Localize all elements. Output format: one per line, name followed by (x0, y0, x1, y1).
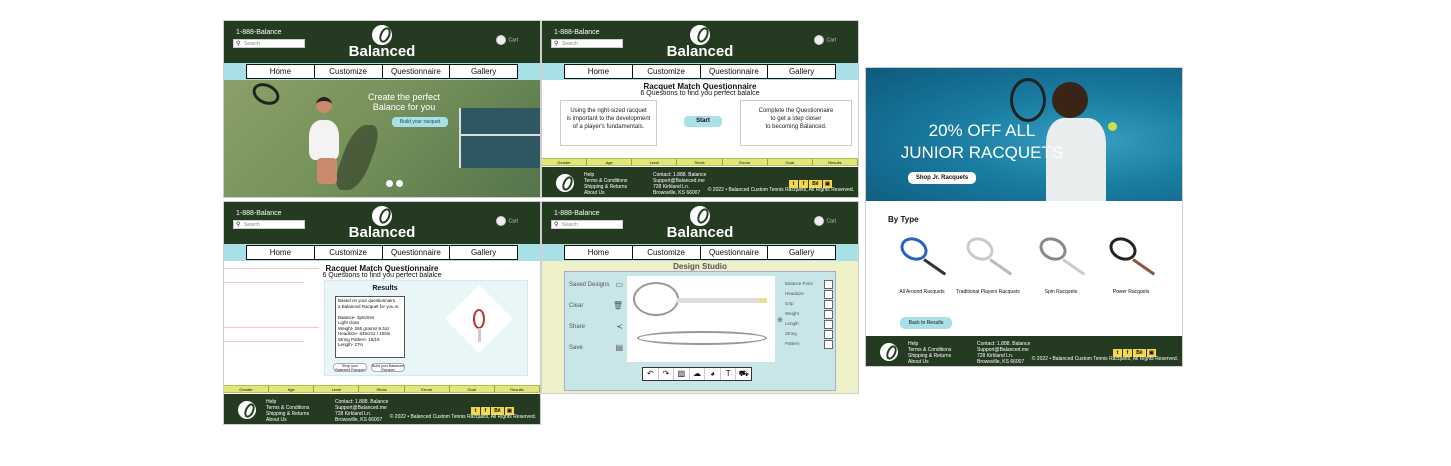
main-nav (224, 63, 540, 80)
questionnaire-results-mockup (223, 201, 541, 425)
step-level[interactable]: Level (632, 159, 677, 165)
footer-link-help[interactable]: Help (584, 172, 595, 178)
nav-home[interactable]: Home (565, 65, 633, 78)
studio-toolbar (642, 367, 752, 381)
footer-links (908, 341, 951, 365)
site-footer (542, 167, 858, 198)
twitter-icon[interactable]: t (471, 407, 480, 415)
step-gender[interactable]: Gender (224, 386, 269, 392)
phone-number: 1-888-Balance (554, 29, 600, 36)
questionnaire-subtitle: 6 Questions to find you perfect balalce (322, 272, 442, 279)
site-header (224, 202, 540, 244)
cart-icon[interactable]: ⛟ (738, 369, 749, 378)
copyright: © 2022 • Balanced Custom Tennis Racquets, All Rights Reserved. (389, 414, 536, 420)
main-nav (224, 244, 540, 261)
site-footer (224, 394, 540, 425)
nav-customize[interactable]: Customize (315, 65, 383, 78)
racquet-type-power[interactable]: Power Racquets (1091, 234, 1171, 295)
questionnaire-title: Racquet Match Questionnaire (643, 82, 757, 91)
site-header (542, 202, 858, 244)
phone-number: 1-888-Balance (554, 210, 600, 217)
sale-headline: 20% OFF ALL JUNIOR RACQUETS (900, 121, 1064, 162)
undo-icon[interactable]: ↶ (643, 368, 659, 380)
shop-by-type-mockup (865, 67, 1183, 367)
folder-icon: ▭ (615, 280, 623, 289)
palette-icon[interactable]: ◕ (705, 368, 721, 380)
studio-frame (564, 271, 836, 391)
questionnaire-start-mockup (541, 20, 859, 198)
text-icon[interactable]: T (721, 368, 737, 380)
carousel-dots[interactable] (386, 174, 406, 192)
studio-tools (569, 280, 623, 364)
search-input[interactable]: ⚲ Search (551, 220, 623, 229)
start-button[interactable]: Start (684, 116, 722, 127)
facebook-icon[interactable]: f (799, 180, 808, 188)
behance-icon[interactable]: Bē (491, 407, 504, 415)
prop-balance-point[interactable]: Balance Point (785, 280, 833, 290)
behance-icon[interactable]: Bē (1133, 349, 1146, 357)
share-button[interactable]: Share ≺ (569, 322, 623, 331)
saved-designs-button[interactable]: Saved Designs ▭ (569, 280, 623, 289)
racquet-preview-side (637, 331, 767, 345)
questionnaire-title: Racquet Match Questionnaire (325, 264, 439, 273)
footer-link-terms[interactable]: Terms & Conditions (266, 405, 310, 411)
nav-home[interactable]: Home (565, 246, 633, 259)
design-studio-mockup (541, 201, 859, 394)
footer-contact: Contact: 1.888. Balance Support@Balanced.me 728 Kirkland Ln. Browsville, KS 66007 (653, 172, 707, 196)
twitter-icon[interactable]: t (789, 180, 798, 188)
cart-button[interactable]: Cart (496, 216, 518, 226)
search-input[interactable]: ⚲ Search (233, 39, 305, 48)
player-image (316, 97, 332, 113)
footer-links (584, 172, 627, 196)
step-goal[interactable]: Goal (768, 159, 813, 165)
behance-icon[interactable]: Bē (809, 180, 822, 188)
search-icon: ⚲ (554, 222, 559, 228)
footer-logo-icon[interactable] (878, 341, 900, 363)
search-input[interactable]: ⚲ Search (233, 220, 305, 229)
nav-customize[interactable]: Customize (633, 65, 701, 78)
prop-pattern[interactable]: Pattern (785, 340, 833, 350)
racquet-type-traditional[interactable]: Traditional Players Racquets (948, 234, 1028, 295)
questionnaire-subtitle: 6 Questions to find you perfect balalce (640, 90, 760, 97)
nav-gallery[interactable]: Gallery (788, 248, 815, 257)
prop-grip[interactable]: Grip (785, 300, 833, 310)
cart-icon (814, 35, 824, 45)
phone-number: 1-888-Balance (236, 29, 282, 36)
brand-name: Balanced (666, 224, 734, 241)
step-errors[interactable]: Errors (405, 386, 450, 392)
nav-questionnaire[interactable]: Questionnaire (701, 65, 769, 78)
nav-home[interactable]: Home (247, 246, 315, 259)
search-icon: ⚲ (236, 222, 241, 228)
trash-icon: 🗑 (612, 301, 623, 310)
nav-questionnaire[interactable]: Questionnaire (383, 65, 451, 78)
step-shots[interactable]: Shots (677, 159, 722, 165)
footer-link-terms[interactable]: Terms & Conditions (908, 347, 952, 353)
save-button[interactable]: Save ▤ (569, 343, 623, 352)
footer-contact: Contact: 1.888. Balance Support@Balanced.me 728 Kirkland Ln. Browsville, KS 66007 (977, 341, 1031, 365)
studio-title: Design Studio (673, 262, 727, 271)
footer-logo-icon[interactable] (554, 172, 576, 194)
footer-link-shipping[interactable]: Shipping & Returns (908, 353, 952, 359)
share-icon: ≺ (616, 322, 623, 331)
nav-customize[interactable]: Customize (315, 246, 383, 259)
footer-link-about[interactable]: About Us (584, 190, 605, 196)
property-checklist (785, 280, 833, 350)
back-to-results-button[interactable]: Back to Results (900, 317, 952, 329)
nav-customize[interactable]: Customize (633, 246, 701, 259)
copyright: © 2022 • Balanced Custom Tennis Racquets, All Rights Reserved. (707, 187, 854, 193)
brand-name: Balanced (348, 43, 416, 60)
prop-string[interactable]: String (785, 330, 833, 340)
step-age[interactable]: Age (587, 159, 632, 165)
footer-link-about[interactable]: About Us (266, 417, 287, 423)
instagram-icon[interactable]: ▣ (505, 407, 514, 415)
step-errors[interactable]: Errors (723, 159, 768, 165)
site-header (224, 21, 540, 63)
copyright: © 2022 • Balanced Custom Tennis Racquets, All Rights Reserved. (1031, 356, 1178, 362)
step-level[interactable]: Level (314, 386, 359, 392)
brand-name: Balanced (666, 43, 734, 60)
nav-questionnaire[interactable]: Questionnaire (383, 246, 451, 259)
progress-steps (542, 158, 858, 166)
nav-gallery[interactable]: Gallery (470, 248, 497, 257)
cart-button[interactable]: Cart (814, 216, 836, 226)
footer-link-help[interactable]: Help (908, 341, 919, 347)
cloud-icon[interactable]: ☁ (690, 368, 706, 380)
facebook-icon[interactable]: f (1123, 349, 1132, 357)
twitter-icon[interactable]: t (1113, 349, 1122, 357)
progress-steps (224, 385, 540, 393)
nav-gallery[interactable]: Gallery (470, 67, 497, 76)
footer-links (266, 399, 309, 423)
tennis-ball-image (1108, 122, 1117, 131)
brand-name: Balanced (348, 224, 416, 241)
results-card (324, 280, 528, 376)
step-goal[interactable]: Goal (450, 386, 495, 392)
footer-contact: Contact: 1.888. Balance Support@Balanced.me 728 Kirkland Ln. Browsville, KS 66007 (335, 399, 389, 423)
footer-link-terms[interactable]: Terms & Conditions (584, 178, 628, 184)
shop-junior-button[interactable]: Shop Jr. Racquets (908, 172, 976, 184)
build-racquet-button[interactable]: Build your Balanced Racquet (372, 364, 404, 372)
shop-racquet-button[interactable]: Shop your Balanced Racquet (333, 363, 367, 372)
step-age[interactable]: Age (269, 386, 314, 392)
racquet-image (473, 309, 485, 329)
results-text: Based on your questionnaire, a Balanced Racquet for you is: Balance- 3pts/mm Light class Weight- 265 grams/ 9.3oz Headsize- 645cm2 / 100in String Pattern- 16/19 Length- 27in (335, 296, 405, 358)
design-canvas[interactable] (627, 276, 775, 362)
design-studio (542, 261, 858, 393)
search-icon: ⚲ (236, 41, 241, 47)
step-shots[interactable]: Shots (359, 386, 404, 392)
tennis-court-image (459, 108, 541, 168)
zoom-icon[interactable]: ⊕ (777, 317, 783, 324)
results-heading: Results (372, 285, 398, 292)
nav-gallery[interactable]: Gallery (788, 67, 815, 76)
racquet-type-all-around[interactable]: All Around Racquets (882, 234, 962, 295)
instagram-icon[interactable]: ▣ (823, 180, 832, 188)
footer-link-about[interactable]: About Us (908, 359, 929, 365)
footer-link-shipping[interactable]: Shipping & Returns (266, 411, 310, 417)
step-results[interactable]: Results (495, 386, 540, 392)
search-icon: ⚲ (554, 41, 559, 47)
cart-icon (496, 35, 506, 45)
cart-button[interactable]: Cart (496, 35, 518, 45)
search-input[interactable]: ⚲ Search (551, 39, 623, 48)
phone-number: 1-888-Balance (236, 210, 282, 217)
hero-banner (224, 80, 540, 197)
instagram-icon[interactable]: ▣ (1147, 349, 1156, 357)
footer-link-help[interactable]: Help (266, 399, 277, 405)
racquet-type-spin[interactable]: Spin Racquets (1021, 234, 1101, 295)
prop-headsize[interactable]: Headsize (785, 290, 833, 300)
nav-questionnaire[interactable]: Questionnaire (701, 246, 769, 259)
step-results[interactable]: Results (813, 159, 858, 165)
cart-button[interactable]: Cart (814, 35, 836, 45)
nav-home[interactable]: Home (247, 65, 315, 78)
by-type-heading: By Type (888, 215, 919, 224)
step-gender[interactable]: Gender (542, 159, 587, 165)
site-header (542, 21, 858, 63)
save-icon: ▤ (615, 343, 623, 352)
prop-weight[interactable]: Weight (785, 310, 833, 320)
home-page-mockup (223, 20, 541, 198)
hero-tagline: Create the perfect Balance for you (367, 92, 441, 112)
image-icon[interactable]: ▨ (674, 368, 690, 380)
main-nav (542, 244, 858, 261)
facebook-icon[interactable]: f (481, 407, 490, 415)
racket-image (249, 79, 283, 109)
redo-icon[interactable]: ↷ (659, 368, 675, 380)
cart-icon (496, 216, 506, 226)
cart-icon (814, 216, 824, 226)
racket-image (1010, 78, 1046, 122)
build-racquet-button[interactable]: Build your racquet (392, 117, 448, 127)
prop-length[interactable]: Length (785, 320, 833, 330)
junior-sale-banner (866, 68, 1182, 201)
clear-button[interactable]: Clear 🗑 (569, 301, 623, 310)
info-box-right: Complete the Questionnaire to get a step closer to becoming Balanced. (740, 100, 852, 146)
main-nav (542, 63, 858, 80)
info-box-left: Using the right-sized racquet is important to the development of a player's fundamentals. (560, 100, 657, 146)
site-footer (866, 336, 1182, 367)
footer-link-shipping[interactable]: Shipping & Returns (584, 184, 628, 190)
footer-logo-icon[interactable] (236, 399, 258, 421)
racquet-preview-top (633, 282, 679, 316)
